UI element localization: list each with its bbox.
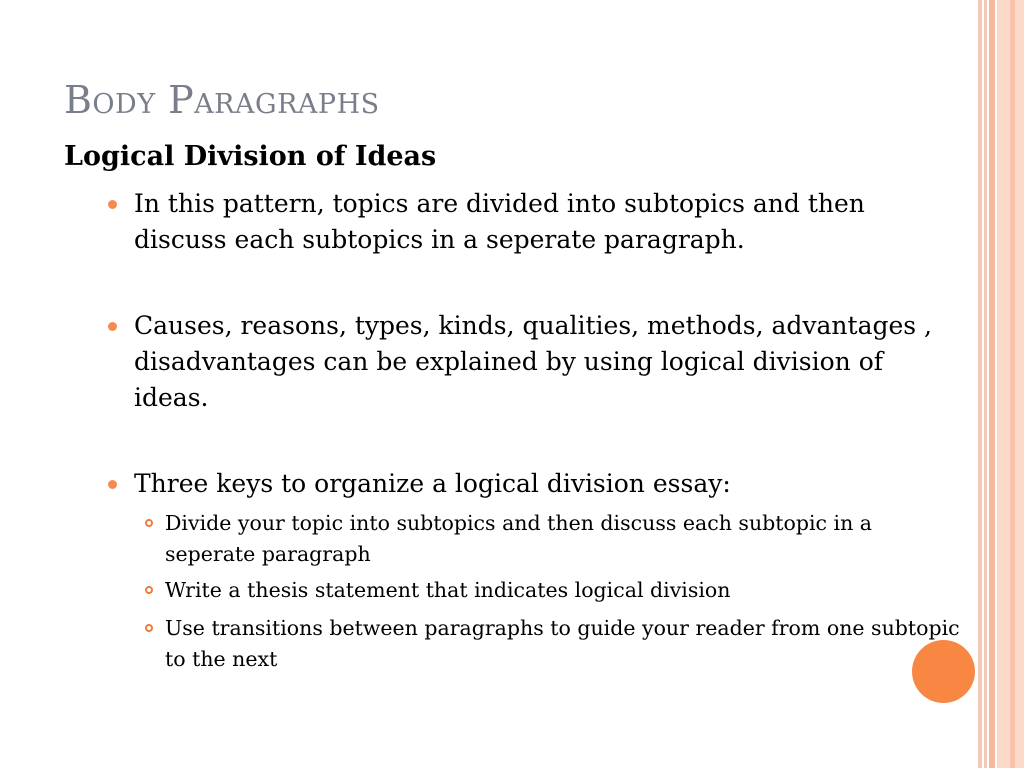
slide-title: Body Paragraphs [64, 78, 380, 122]
sub-bullet-item: Divide your topic into subtopics and then discuss each subtopic in a seperate paragraph [165, 511, 873, 566]
decorative-stripe [978, 0, 982, 768]
bullet-item: Three keys to organize a logical division essay: [134, 469, 731, 498]
bullet-icon [108, 200, 117, 209]
slide-heading: Logical Division of Ideas [64, 141, 437, 172]
bullet-icon [108, 322, 117, 331]
decorative-circle [912, 640, 975, 703]
decorative-stripe [984, 0, 987, 768]
bullet-item: Causes, reasons, types, kinds, qualities, methods, advantages , disadvantages can be explained by using logical division of ideas. [134, 311, 932, 412]
bullet-item: In this pattern, topics are divided into subtopics and then discuss each subtopics in a seperate paragraph. [134, 189, 865, 254]
sub-bullet-icon [145, 586, 153, 594]
sub-bullet-icon [145, 519, 153, 527]
decorative-stripe [989, 0, 995, 768]
bullet-icon [108, 480, 117, 489]
sub-bullet-icon [145, 624, 153, 632]
sub-bullet-item: Write a thesis statement that indicates logical division [165, 578, 731, 602]
sub-bullet-item: Use transitions between paragraphs to guide your reader from one subtopic to the next [165, 616, 960, 671]
decorative-stripe [1010, 0, 1015, 768]
